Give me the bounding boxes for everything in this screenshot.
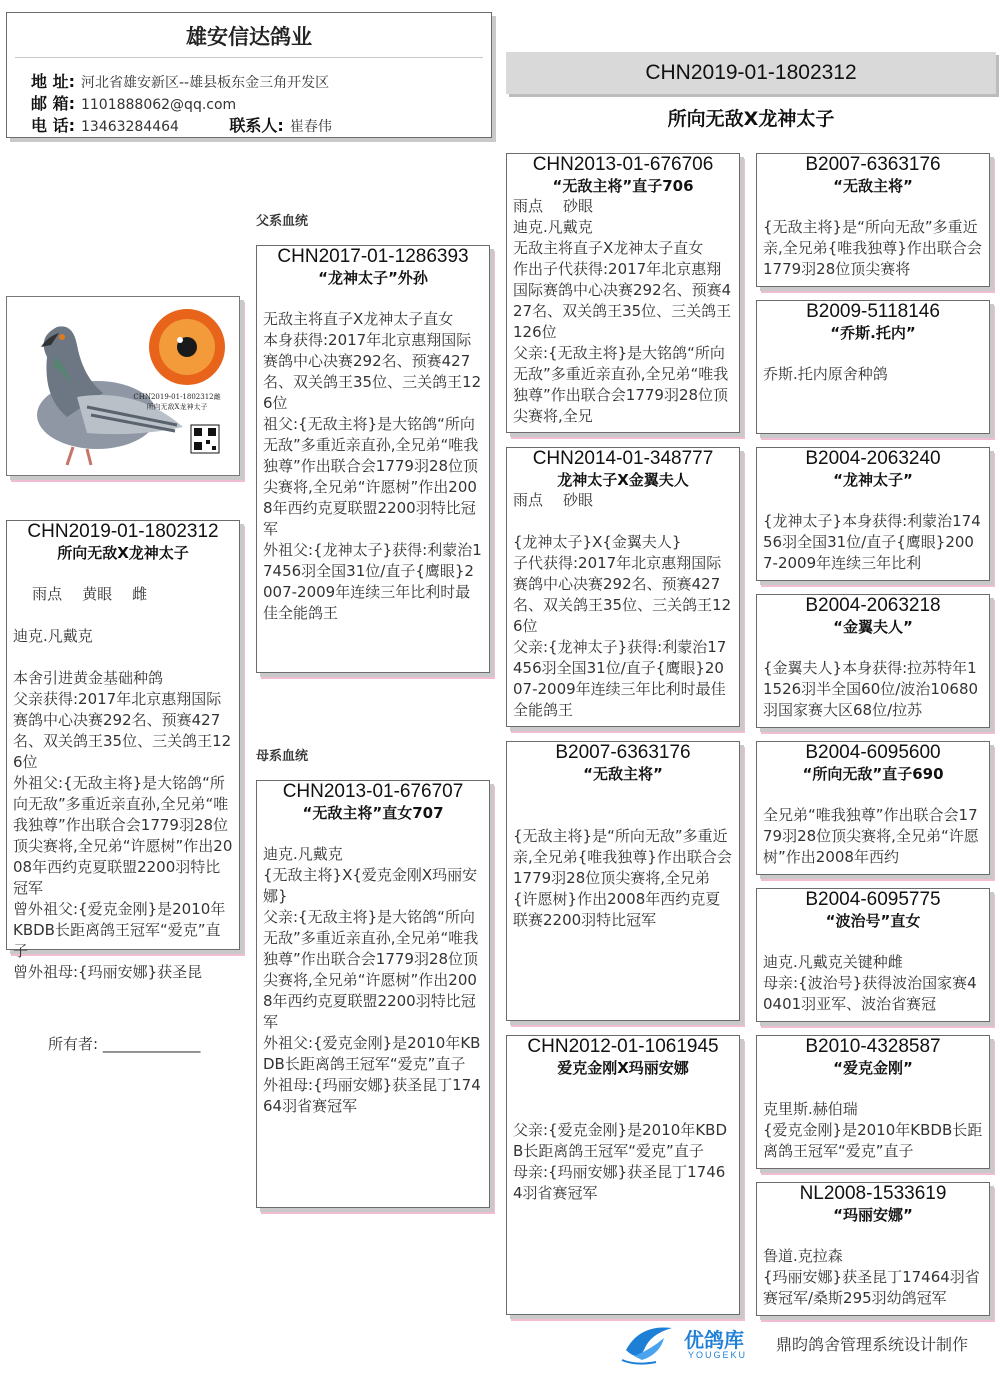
pigeon-line: 作出子代获得:2017年北京惠翔国际赛鸽中心决赛292名、预赛427名、双关鸽王35位、三关鸽王126位	[513, 260, 732, 341]
pigeon-photo	[6, 296, 240, 476]
pigeon-line	[257, 288, 489, 309]
pigeon-line: 外祖父:{龙神太子}获得:利蒙治17456羽全国31位/直子{鹰眼}2007-2009年连续三年比利时最佳全能鸽王	[263, 541, 482, 622]
pigeon-line: 迪克.凡戴克	[13, 627, 93, 645]
pigeon-line: 本舍引进黄金基础种鸽	[13, 669, 164, 687]
pigeon-line	[757, 1225, 989, 1246]
pigeon-line	[757, 1078, 989, 1099]
great-grandparent-card	[756, 1035, 990, 1169]
yougeku-logo-icon	[620, 1320, 680, 1366]
address-row: 地 址: 河北省雄安新区--雄县板东金三角开发区	[31, 72, 330, 91]
email-row: 邮 箱: 1101888062@qq.com	[31, 94, 237, 113]
pigeon-line: {无敌主将}是“所向无敌”多重近亲,全兄弟{唯我独尊}作出联合会1779羽28位顶尖赛将	[763, 218, 982, 278]
pigeon-line: 乔斯.托内原舍种鸽	[763, 365, 888, 383]
pigeon-line	[507, 805, 739, 826]
pigeon-line	[507, 784, 739, 805]
pigeon-line: 无敌主将直子X龙神太子直女	[263, 310, 454, 328]
pigeon-line	[757, 931, 989, 952]
subject-card	[6, 520, 240, 981]
grandparent-card	[506, 1035, 740, 1315]
dam-card	[256, 780, 490, 1208]
phone-row: 电 话: 13463284464 联系人: 崔春伟	[31, 116, 332, 135]
pigeon-line: 外祖父:{爱克金刚}是2010年KBDB长距离鸽王冠军“爱克”直子	[263, 1034, 481, 1073]
pigeon-line: 迪克.凡戴克	[513, 218, 593, 236]
great-grandparent-card	[756, 153, 990, 287]
pigeon-name: “波治号”直女	[825, 912, 921, 930]
pigeon-line: 本身获得:2017年北京惠翔国际赛鸽中心决赛292名、预赛427名、双关鸽王35位、三关鸽王126位	[263, 331, 482, 412]
dam-line-label: 母系血统	[256, 749, 309, 764]
pigeon-name: “乔斯.托内”	[830, 324, 916, 342]
pigeon-line: 父亲:{爱克金刚}是2010年KBDB长距离鸽王冠军“爱克”直子	[513, 1121, 727, 1160]
pigeon-line	[757, 490, 989, 511]
pigeon-line: 全兄弟“唯我独尊”作出联合会1779羽28位顶尖赛将,全兄弟“许愿树”作出2008年西约	[763, 806, 979, 866]
pigeon-line: 曾外祖父:{爱克金刚}是2010年KBDB长距离鸽王冠军“爱克”直子	[13, 900, 226, 960]
ring-number: CHN2014-01-348777	[532, 448, 714, 469]
pigeon-line	[757, 784, 989, 805]
sire-line-label: 父系血统	[256, 214, 309, 229]
ring-number: B2010-4328587	[805, 1036, 941, 1057]
pedigree-ring-title: CHN2019-01-1802312	[506, 52, 996, 94]
ring-number: CHN2012-01-1061945	[527, 1036, 719, 1057]
ring-number: NL2008-1533619	[799, 1183, 947, 1204]
great-grandparent-card	[756, 888, 990, 1022]
great-grandparent-card	[756, 1182, 990, 1316]
owner-field: 所有者: _____________	[48, 1035, 201, 1053]
pigeon-line: {爱克金刚}是2010年KBDB长距离鸽王冠军“爱克”直子	[763, 1121, 983, 1160]
pigeon-line: {龙神太子}本身获得:利蒙治17456羽全国31位/直子{鹰眼}2007-2009年连续三年比利	[763, 512, 981, 572]
pigeon-name: “无敌主将”直女707	[302, 804, 444, 822]
pigeon-line	[757, 343, 989, 364]
pigeon-name: “龙神太子”	[833, 471, 913, 489]
pigeon-line: 无敌主将直子X龙神太子直女	[513, 239, 704, 257]
ring-number: CHN2019-01-1802312	[27, 521, 219, 542]
pigeon-name: 爱克金刚X玛丽安娜	[557, 1059, 689, 1077]
photo-caption-ring: CHN2019-01-1802312雌	[133, 393, 221, 401]
ring-number: B2004-6095775	[805, 889, 941, 910]
grandparent-card	[506, 447, 740, 727]
pigeon-line	[507, 1099, 739, 1120]
pigeon-line: 父亲:{龙神太子}获得:利蒙治17456羽全国31位/直子{鹰眼}2007-2009年连续三年比利时最佳全能鸽王	[513, 638, 727, 719]
pigeon-line: 父亲获得:2017年北京惠翔国际赛鸽中心决赛292名、预赛427名、双关鸽王35位、三关鸽王126位	[13, 690, 232, 771]
pigeon-line	[7, 647, 239, 668]
ring-number: CHN2013-01-676707	[282, 781, 464, 802]
pigeon-name: “所向无敌”直子690	[802, 765, 944, 783]
pigeon-line: 迪克.凡戴克	[263, 845, 343, 863]
ring-number: B2007-6363176	[555, 742, 691, 763]
pigeon-illustration	[7, 297, 239, 475]
pigeon-line: {玛丽安娜}获圣昆丁17464羽省赛冠军/桑斯295羽幼鸽冠军	[763, 1268, 980, 1307]
pigeon-name: 龙神太子X金翼夫人	[557, 471, 689, 489]
great-grandparent-card	[756, 300, 990, 434]
ring-number: B2004-6095600	[805, 742, 941, 763]
breeder-info-card	[6, 12, 492, 138]
pigeon-line: 克里斯.赫伯瑞	[763, 1100, 858, 1118]
pigeon-line	[507, 511, 739, 532]
grandparent-card	[506, 741, 740, 1021]
pigeon-line: 父亲:{无敌主将}是大铭鸽“所向无敌”多重近亲直孙,全兄弟“唯我独尊”作出联合会1779羽28位顶尖赛将,全兄	[513, 344, 729, 425]
pigeon-line: 父亲:{无敌主将}是大铭鸽“所向无敌”多重近亲直孙,全兄弟“唯我独尊”作出联合会1779羽28位顶尖赛将,全兄弟“许愿树”作出2008年西约克夏联盟2200羽特比冠军	[263, 908, 479, 1031]
pigeon-line: 外祖母:{玛丽安娜}获圣昆丁17464羽省赛冠军	[263, 1076, 481, 1115]
ring-number: CHN2013-01-676706	[532, 154, 714, 175]
grandparent-card	[506, 153, 740, 433]
pigeon-line	[507, 1078, 739, 1099]
ring-number: CHN2017-01-1286393	[277, 246, 469, 267]
great-grandparent-card	[756, 447, 990, 581]
pigeon-attributes: 雨点 砂眼	[513, 491, 594, 509]
pedigree-name-title: 所向无敌X龙神太子	[667, 108, 835, 130]
pigeon-line: {无敌主将}X{爱克金刚X玛丽安娜}	[263, 866, 478, 905]
pigeon-name: “玛丽安娜”	[833, 1206, 913, 1224]
ring-number: B2004-2063218	[805, 595, 941, 616]
brand-name-en: YOUGEKU	[688, 1350, 748, 1360]
photo-caption-name: 所向无敌X龙神太子	[146, 403, 208, 411]
pigeon-name: “无敌主将”直子706	[552, 177, 694, 195]
pigeon-line: {无敌主将}是“所向无敌”多重近亲,全兄弟{唯我独尊}作出联合会1779羽28位顶尖赛将,全兄弟{许愿树}作出2008年西约克夏联赛2200羽特比冠军	[513, 827, 732, 929]
sire-card	[256, 245, 490, 673]
great-grandparent-card	[756, 594, 990, 728]
pigeon-line: {龙神太子}X{金翼夫人}	[513, 533, 682, 551]
ring-number: B2007-6363176	[805, 154, 941, 175]
pigeon-line	[257, 823, 489, 844]
credit-text: 鼎昀鸽舍管理系统设计制作	[776, 1335, 969, 1354]
pigeon-line: 子代获得:2017年北京惠翔国际赛鸽中心决赛292名、预赛427名、双关鸽王35位、三关鸽王126位	[513, 554, 732, 635]
pigeon-attributes: 雨点 黄眼 雌	[32, 585, 148, 603]
pigeon-name: “爱克金刚”	[833, 1059, 913, 1077]
great-grandparent-card	[756, 741, 990, 875]
pigeon-name: “龙神太子”外孙	[318, 269, 428, 287]
footer	[620, 1320, 990, 1366]
ring-number: B2009-5118146	[806, 301, 940, 322]
pigeon-name: “无敌主将”	[833, 177, 913, 195]
pigeon-name: “无敌主将”	[583, 765, 663, 783]
pigeon-line	[757, 637, 989, 658]
pigeon-attributes: 雨点 砂眼	[513, 197, 594, 215]
pigeon-line: 鲁道.克拉森	[763, 1247, 843, 1265]
pigeon-line: 迪克.凡戴克关键种雌	[763, 953, 903, 971]
pigeon-line: 外祖父:{无敌主将}是大铭鸽“所向无敌”多重近亲直孙,全兄弟“唯我独尊”作出联合会1779羽28位顶尖赛将,全兄弟“许愿树”作出2008年西约克夏联盟2200羽特比冠军	[13, 774, 233, 897]
pigeon-line: {金翼夫人}本身获得:拉苏特年11526羽半全国60位/波治10680羽国家赛大区68位/拉苏	[763, 659, 979, 719]
pigeon-line: 母亲:{波治号}获得波治国家赛40401羽亚军、波治省赛冠	[763, 974, 977, 1013]
pigeon-line	[757, 196, 989, 217]
pigeon-line: 曾外祖母:{玛丽安娜}获圣昆	[13, 963, 203, 981]
pigeon-name: 所向无敌X龙神太子	[57, 544, 189, 562]
pigeon-line: 祖父:{无敌主将}是大铭鸽“所向无敌”多重近亲直孙,全兄弟“唯我独尊”作出联合会1779羽28位顶尖赛将,全兄弟“许愿树”作出2008年西约克夏联盟2200羽特比冠军	[263, 415, 479, 538]
brand-name: 优鸽库	[684, 1328, 744, 1352]
pigeon-line: 母亲:{玛丽安娜}获圣昆丁17464羽省赛冠军	[513, 1163, 726, 1202]
pigeon-name: “金翼夫人”	[833, 618, 913, 636]
company-name: 雄安信达鸽业	[15, 13, 483, 58]
ring-number: B2004-2063240	[805, 448, 941, 469]
